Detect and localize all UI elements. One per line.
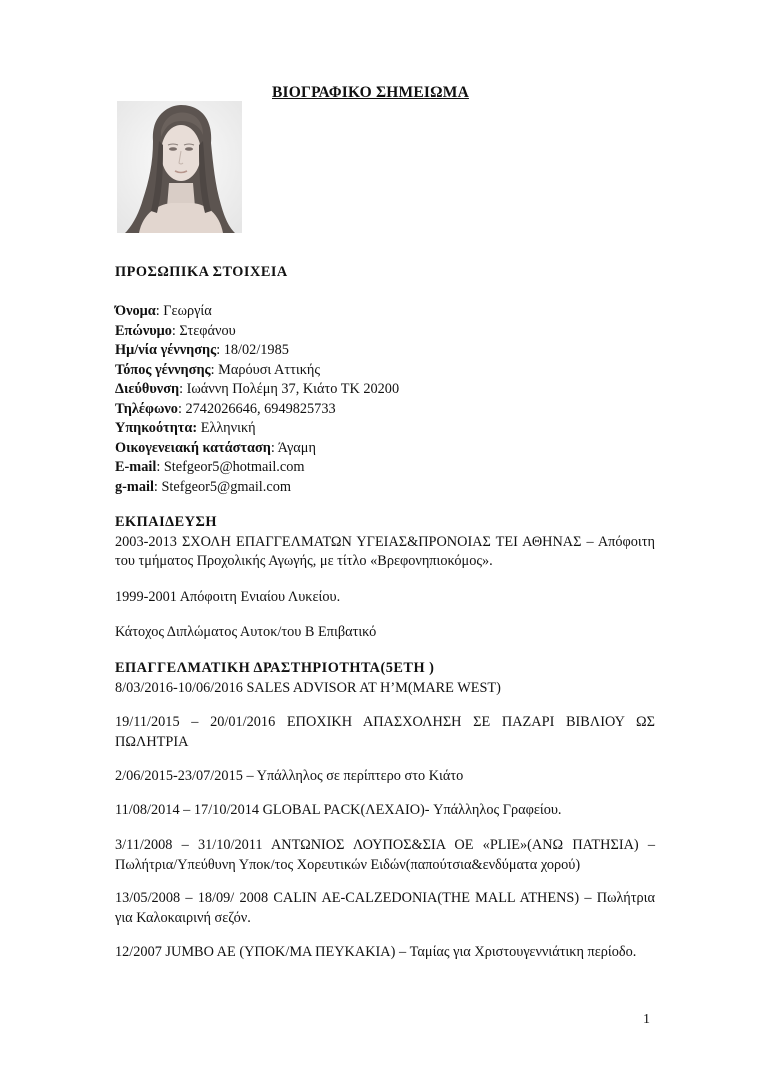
- field-birth-place: Τόπος γέννησης: Μαρόυσι Αττικής: [115, 361, 321, 378]
- experience-item: 19/11/2015 – 20/01/2016 ΕΠΟΧΙΚΗ ΑΠΑΣΧΟΛΗΣΗ ΣΕ ΠΑΖΑΡΙ ΒΙΒΛΙΟΥ ΩΣ ΠΩΛΗΤΡΙΑ: [115, 714, 655, 750]
- experience-item: 8/03/2016-10/06/2016 SALES ADVISOR AT H’M(MARE WEST): [115, 679, 501, 696]
- experience-item-6: [115, 889, 655, 928]
- personal-fields: [115, 302, 655, 497]
- experience-item-5: [115, 836, 655, 875]
- personal-heading: ΠΡΟΣΩΠΙΚΑ ΣΤΟΙΧΕΙΑ: [115, 264, 288, 280]
- education-item-2: [115, 588, 655, 608]
- experience-item: 3/11/2008 – 31/10/2011 ΑΝΤΩΝΙΟΣ ΛΟΥΠΟΣ&ΣΙΑ ΟΕ «PLIE»(ΑΝΩ ΠΑΤΗΣΙΑ) – Πωλήτρια/Υπεύθυνη Υποκ/τος Χορευτικών Ειδών(παπούτσια&ενδύματα χορού): [115, 837, 655, 873]
- field-birth-date: Ημ/νία γέννησης: 18/02/1985: [115, 342, 289, 358]
- field-phone: Τηλέφωνο: 2742026646, 6949825733: [115, 400, 336, 417]
- education-item: Κάτοχος Διπλώματος Αυτοκ/του Β Επιβατικό: [115, 624, 377, 640]
- education-section: [115, 513, 655, 572]
- experience-item: 13/05/2008 – 18/09/ 2008 CALIN AE-CALZEDONIA(THE MALL ATHENS) – Πωλήτρια για Καλοκαιρινή σεζόν.: [115, 890, 655, 926]
- education-item-3: [115, 623, 655, 643]
- experience-section: [115, 659, 655, 698]
- field-surname: Επώνυμο: Στεφάνου: [115, 322, 236, 339]
- experience-item: 12/2007 JUMBO AE (ΥΠΟΚ/ΜΑ ΠΕΥΚΑΚΙΑ) – Ταμίας για Χριστουγεννιάτικη περίοδο.: [115, 944, 637, 960]
- experience-item: 2/06/2015-23/07/2015 – Υπάλληλος σε περίπτερο στο Κιάτο: [115, 768, 464, 784]
- education-heading: ΕΚΠΑΙΔΕΥΣΗ: [115, 514, 217, 530]
- field-nationality: Υπηκοότητα: Ελληνική: [115, 420, 256, 436]
- experience-heading: ΕΠΑΓΓΕΛΜΑΤΙΚΗ ΔΡΑΣΤΗΡΙΟΤΗΤΑ(5ΕΤΗ ): [115, 660, 435, 676]
- experience-item-4: [115, 801, 655, 821]
- personal-section: [115, 263, 655, 283]
- field-address: Διεύθυνση: Ιωάννη Πολέμη 37, Κιάτο ΤΚ 20200: [115, 381, 400, 397]
- portrait-image: [117, 101, 242, 233]
- field-gmail: g-mail: Stefgeor5@gmail.com: [115, 478, 291, 495]
- experience-item: 11/08/2014 – 17/10/2014 GLOBAL PACK(ΛΕΧΑΙΟ)- Υπάλληλος Γραφείου.: [115, 802, 562, 818]
- field-name: Όνομα: Γεωργία: [115, 303, 212, 319]
- profile-photo: [117, 101, 242, 233]
- education-item: 2003-2013 ΣΧΟΛΗ ΕΠΑΓΓΕΛΜΑΤΩΝ ΥΓΕΙΑΣ&ΠΡΟΝΟΙΑΣ ΤΕΙ ΑΘΗΝΑΣ – Απόφοιτη του τμήματος Προχολικής Αγωγής, με τίτλο «Βρεφονηπιοκόμος».: [115, 533, 655, 569]
- document-title: ΒΙΟΓΡΑΦΙΚΟ ΣΗΜΕΙΩΜΑ: [272, 84, 469, 101]
- field-marital-status: Οικογενειακή κατάσταση: Άγαμη: [115, 439, 316, 456]
- experience-item-7: [115, 943, 655, 963]
- education-item: 1999-2001 Απόφοιτη Ενιαίου Λυκείου.: [115, 589, 341, 605]
- experience-item-2: [115, 713, 655, 752]
- field-email: E-mail: Stefgeor5@hotmail.com: [115, 459, 305, 475]
- page-number: 1: [643, 1012, 650, 1027]
- experience-item-3: [115, 767, 655, 787]
